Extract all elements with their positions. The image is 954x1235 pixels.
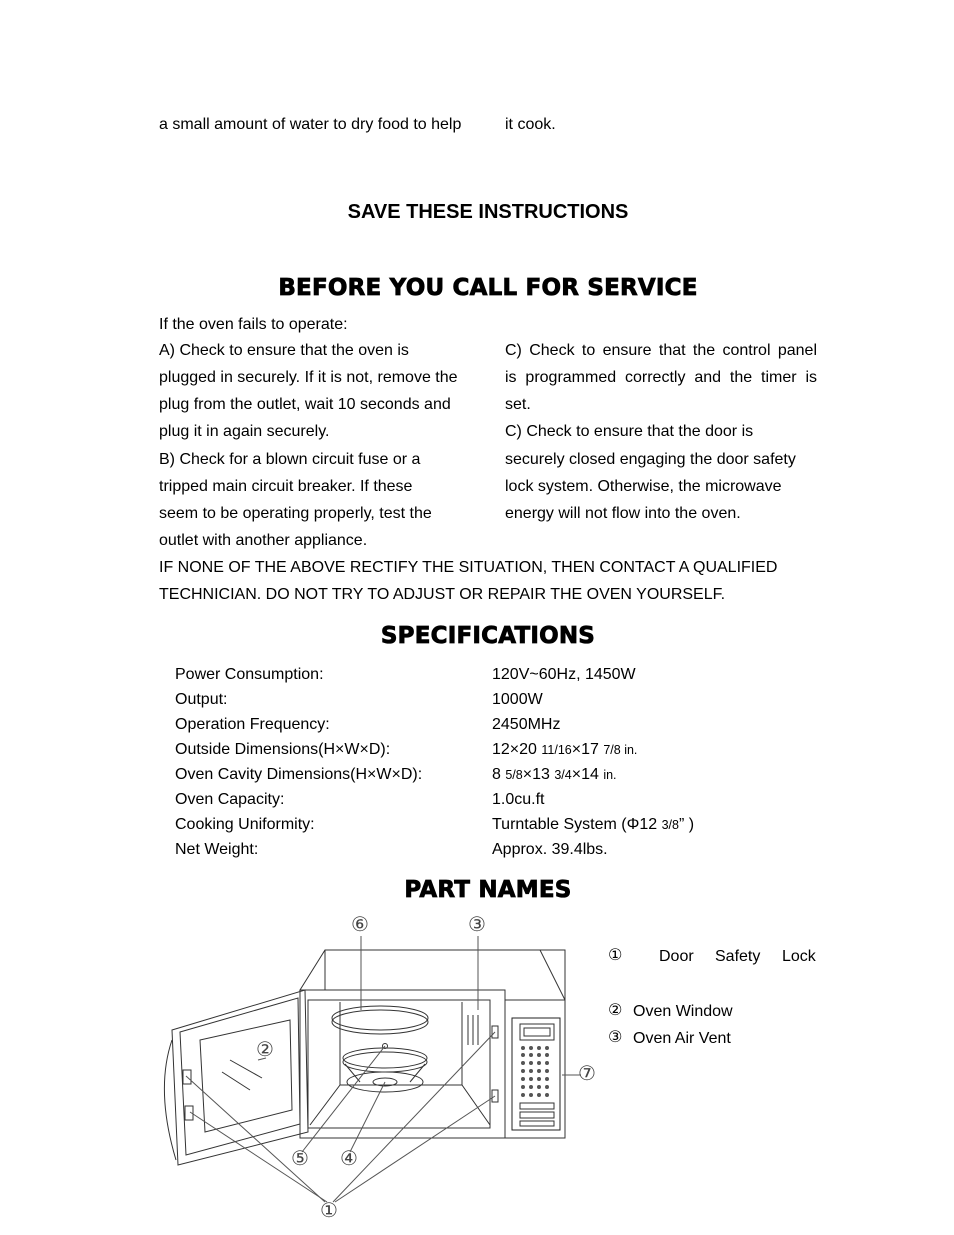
part-label-word: Lock: [782, 948, 816, 965]
service-warning-line: TECHNICIAN. DO NOT TRY TO ADJUST OR REPAIR THE OVEN YOURSELF.: [159, 586, 726, 603]
service-right-line: set.: [505, 396, 531, 413]
spec-value: 2450MHz: [492, 716, 561, 733]
service-right-line: is programmed correctly and the timer is: [505, 369, 817, 386]
service-left-line: tripped main circuit breaker. If these: [159, 478, 413, 495]
service-heading: BEFORE YOU CALL FOR SERVICE: [278, 275, 698, 301]
intro-left-text: a small amount of water to dry food to help: [159, 116, 462, 133]
callout-4: ④: [340, 1148, 358, 1170]
spec-label: Oven Cavity Dimensions(H×W×D):: [175, 766, 423, 783]
part-number: ①: [608, 947, 623, 964]
service-intro: If the oven fails to operate:: [159, 316, 348, 333]
part-label-word: Safety: [715, 948, 761, 965]
part-label-word: Door: [659, 948, 694, 965]
callout-6: ⑥: [351, 914, 369, 936]
spec-value-fraction: 11/16: [541, 743, 572, 757]
spec-label: Outside Dimensions(H×W×D):: [175, 741, 391, 758]
specifications-heading: SPECIFICATIONS: [380, 623, 596, 649]
part-number: ③: [608, 1029, 623, 1046]
spec-value-part: 12×20: [492, 741, 542, 758]
service-right-line: securely closed engaging the door safety: [505, 451, 796, 468]
service-left-line: plugged in securely. If it is not, remove the: [159, 369, 458, 386]
service-left-line: outlet with another appliance.: [159, 532, 368, 549]
part-label: Oven Window: [633, 1003, 733, 1020]
spec-value-part: Turntable System (Φ12: [492, 816, 662, 833]
spec-label: Cooking Uniformity:: [175, 816, 315, 833]
spec-value-part: ×13: [522, 766, 555, 783]
callout-7: ⑦: [578, 1063, 596, 1085]
spec-value-fraction: 3/8: [661, 818, 679, 832]
spec-value: 120V~60Hz, 1450W: [492, 666, 636, 683]
oven-door: [164, 990, 308, 1165]
spec-value-part: ×14: [571, 766, 604, 783]
intro-right-text: it cook.: [505, 116, 556, 133]
shelf-plate: [332, 1006, 428, 1034]
spec-label: Net Weight:: [175, 841, 259, 858]
service-right-line: lock system. Otherwise, the microwave: [505, 478, 782, 495]
spec-value-part: 8: [492, 766, 506, 783]
spec-label: Operation Frequency:: [175, 716, 330, 733]
spec-value-fraction: 5/8: [505, 768, 523, 782]
part-label: Oven Air Vent: [633, 1030, 731, 1047]
control-panel: [512, 1018, 560, 1130]
service-right-line: C) Check to ensure that the door is: [505, 423, 754, 440]
spec-value-fraction: in.: [603, 768, 617, 782]
callout-3: ③: [468, 914, 486, 936]
service-left-line: plug it in again securely.: [159, 423, 330, 440]
service-left-line: A) Check to ensure that the oven is: [159, 342, 409, 359]
spec-value: 1.0cu.ft: [492, 791, 545, 808]
spec-label: Output:: [175, 691, 228, 708]
spec-value-part: ×17: [571, 741, 604, 758]
callout-1: ①: [320, 1200, 338, 1222]
service-left-line: seem to be operating properly, test the: [159, 505, 432, 522]
callout-5: ⑤: [291, 1148, 309, 1170]
spec-value-part: ” ): [678, 816, 695, 833]
part-number: ②: [608, 1002, 623, 1019]
service-warning-line: IF NONE OF THE ABOVE RECTIFY THE SITUATION, THEN CONTACT A QUALIFIED: [159, 559, 778, 576]
spec-value-fraction: 3/4: [554, 768, 572, 782]
save-instructions-heading: SAVE THESE INSTRUCTIONS: [347, 201, 629, 223]
spec-value: 1000W: [492, 691, 543, 708]
spec-label: Oven Capacity:: [175, 791, 285, 808]
spec-value-fraction: 7/8 in.: [603, 743, 638, 757]
service-left-line: plug from the outlet, wait 10 seconds and: [159, 396, 451, 413]
service-left-line: B) Check for a blown circuit fuse or a: [159, 451, 421, 468]
spec-label: Power Consumption:: [175, 666, 324, 683]
spec-value: Approx. 39.4lbs.: [492, 841, 608, 858]
part-names-heading: PART NAMES: [404, 877, 572, 903]
service-right-line: C) Check to ensure that the control panel: [505, 342, 817, 359]
callout-2: ②: [256, 1039, 274, 1061]
oven-body: [300, 950, 565, 1138]
service-right-line: energy will not flow into the oven.: [505, 505, 741, 522]
